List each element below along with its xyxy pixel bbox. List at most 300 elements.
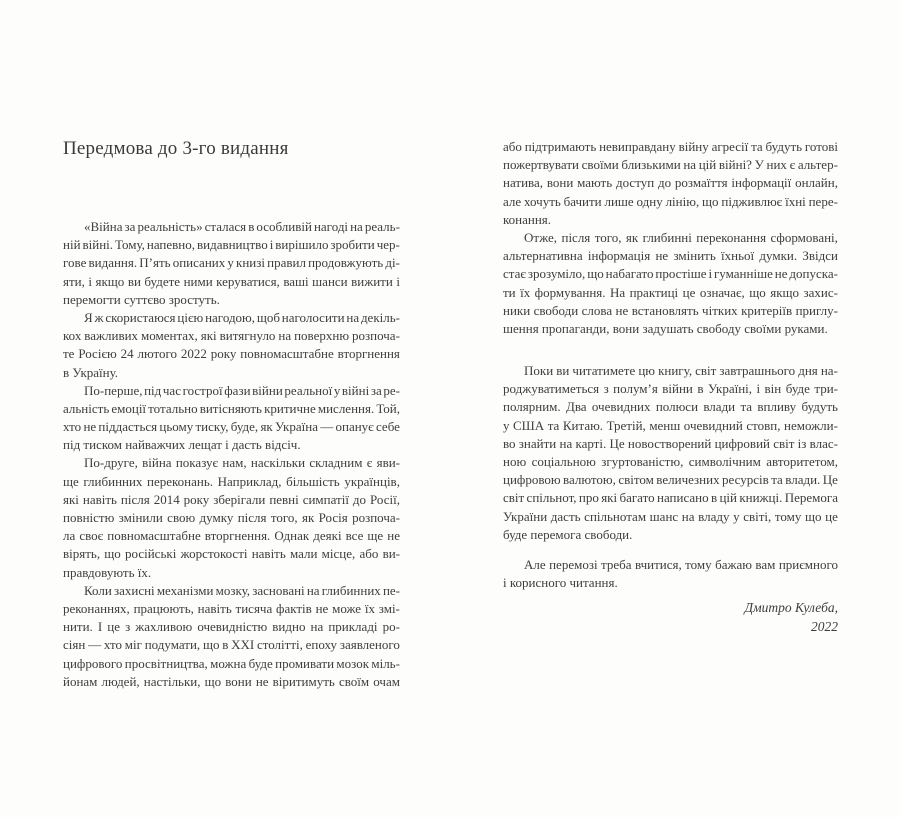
word: світ xyxy=(773,435,795,451)
word: впливу xyxy=(757,399,797,415)
word: і xyxy=(269,237,274,253)
word: навіть xyxy=(82,491,117,507)
word: жорстокості xyxy=(180,546,248,562)
word: во xyxy=(503,435,516,451)
word: вчитися, xyxy=(634,556,682,572)
word: віритимуть xyxy=(272,673,335,689)
text-line: в Україну. xyxy=(63,364,119,380)
text-line xyxy=(503,508,838,526)
word: міль- xyxy=(371,655,400,671)
word: сталася xyxy=(204,219,247,234)
word: Україна xyxy=(274,419,318,435)
word: і xyxy=(708,266,713,282)
word: хочуть xyxy=(523,193,561,209)
word: він xyxy=(764,381,782,397)
word: ж xyxy=(94,309,104,325)
word: читатимете xyxy=(572,363,636,379)
word: із xyxy=(797,435,807,451)
text-line xyxy=(503,435,838,453)
word: інформації xyxy=(731,175,792,191)
word: знайти xyxy=(518,435,557,451)
word: У xyxy=(754,157,764,173)
word: Росія xyxy=(318,510,348,525)
word: переконань. xyxy=(147,473,214,489)
text-line: правдовують їх. xyxy=(63,564,152,580)
word: це xyxy=(682,284,696,300)
word: повномасштабне xyxy=(240,346,334,362)
word: буде xyxy=(785,381,810,397)
word: ла xyxy=(63,528,76,544)
word: війна xyxy=(142,455,172,471)
word: в xyxy=(222,637,229,653)
word: не xyxy=(255,673,269,689)
word: є xyxy=(789,157,796,173)
word: влади xyxy=(703,399,736,415)
word: гуманніше xyxy=(713,266,773,282)
text-line xyxy=(63,236,400,254)
word: просвітництва, xyxy=(124,655,208,671)
word: мозок xyxy=(336,655,370,671)
word: світ xyxy=(503,490,525,506)
word: встановлять xyxy=(631,302,699,318)
word: на xyxy=(681,508,695,524)
word: ре- xyxy=(383,382,400,398)
word: їхньої xyxy=(721,248,755,264)
word: новостворений xyxy=(627,435,712,451)
word: Поки xyxy=(524,363,554,379)
word: Звідси xyxy=(802,248,838,264)
word: своє xyxy=(79,528,104,544)
word: і xyxy=(88,273,92,289)
word: цю xyxy=(638,363,655,379)
word: навіть xyxy=(197,600,232,616)
word: Наприклад, xyxy=(217,473,282,489)
text-line xyxy=(503,284,838,302)
word: в xyxy=(248,219,255,234)
text-line xyxy=(63,400,400,418)
word: лінію, xyxy=(665,193,700,209)
word: ресурсів xyxy=(722,472,769,488)
word: соціальною xyxy=(531,454,596,469)
word: і xyxy=(756,381,761,397)
word: яти, xyxy=(63,273,85,289)
word: які xyxy=(63,491,79,507)
word: менш xyxy=(649,417,681,433)
word: щоб xyxy=(256,309,280,325)
word: бачити xyxy=(563,193,602,209)
word: яви- xyxy=(376,455,400,471)
word: зрозуміло, xyxy=(527,266,586,282)
word: чітких xyxy=(702,302,738,318)
word: описаних xyxy=(172,255,226,271)
word: валютою, xyxy=(563,472,616,488)
text-line xyxy=(63,600,400,618)
word: альтер- xyxy=(797,157,838,173)
word: не xyxy=(615,302,629,318)
word: нам, xyxy=(222,455,247,471)
word: війну xyxy=(678,139,709,154)
word: міг xyxy=(124,637,142,653)
word: стовп, xyxy=(746,417,781,433)
word: глибинних xyxy=(321,582,381,598)
word: повністю xyxy=(63,510,115,525)
word: не xyxy=(315,600,329,616)
text-line xyxy=(503,489,838,507)
word: що xyxy=(749,284,766,300)
word: війні? xyxy=(718,157,752,173)
text-line xyxy=(63,382,400,400)
text-line xyxy=(63,527,400,545)
word: емоції xyxy=(111,400,147,416)
word: змі- xyxy=(378,600,400,616)
word: Це xyxy=(609,435,625,451)
word: якщо xyxy=(95,273,125,289)
word: Це xyxy=(822,472,838,488)
word: повномасштабне xyxy=(107,528,201,544)
word: роджуватиметься xyxy=(503,381,600,397)
word: нагоді xyxy=(313,219,349,234)
word: або xyxy=(503,139,522,154)
word: По-друге, xyxy=(84,455,138,471)
word: По-перше, xyxy=(84,382,143,398)
left-page-column xyxy=(63,137,400,691)
word: після xyxy=(561,229,591,245)
word: тотально xyxy=(148,400,198,416)
word: слова xyxy=(581,302,613,318)
word: керуватися, xyxy=(216,273,280,289)
word: їх xyxy=(520,284,531,300)
word: На xyxy=(609,284,626,300)
word: реконаннях, xyxy=(63,600,130,616)
word: ваші xyxy=(283,273,309,289)
word: владу xyxy=(698,508,730,524)
word: та xyxy=(547,417,560,433)
word: агресії xyxy=(711,139,749,154)
word: дасть xyxy=(550,508,581,524)
text-line xyxy=(63,618,400,636)
word: ви xyxy=(556,363,570,379)
word: на- xyxy=(820,363,838,379)
word: них xyxy=(766,157,787,173)
word: більшість xyxy=(286,473,340,489)
word: та xyxy=(751,139,763,154)
word: цифровий xyxy=(714,435,770,451)
word: цій xyxy=(719,490,737,506)
text-line xyxy=(503,471,838,489)
word: заявленого xyxy=(339,637,400,653)
text-line xyxy=(63,327,400,345)
word: за xyxy=(370,382,382,398)
text-line: буде перемога свободи. xyxy=(503,526,633,542)
word: лютого xyxy=(137,346,178,362)
word: допуска- xyxy=(789,266,838,282)
word: XXI xyxy=(231,637,255,653)
word: мислення. xyxy=(317,400,375,416)
text-line xyxy=(63,309,400,327)
word: своїми xyxy=(581,157,619,173)
text-line xyxy=(63,218,400,236)
word: Китаю. xyxy=(562,417,604,433)
text-line xyxy=(503,380,838,398)
word: формування. xyxy=(534,284,606,300)
right-page-column xyxy=(503,138,838,636)
word: ро- xyxy=(382,619,400,635)
word: реальність» xyxy=(137,219,203,234)
word: вторгнення xyxy=(337,346,400,362)
word: напевно, xyxy=(146,237,196,253)
word: неможли- xyxy=(784,417,838,433)
word: того, xyxy=(594,229,622,245)
word: одну xyxy=(636,193,663,209)
word: тому xyxy=(685,556,712,572)
word: 2022 xyxy=(180,346,207,362)
word: ними xyxy=(183,273,213,289)
word: настільки, xyxy=(143,673,201,689)
word: опанує xyxy=(335,419,374,435)
word: перемозі xyxy=(549,556,598,572)
word: з xyxy=(603,381,609,397)
word: — xyxy=(88,637,102,653)
text-line: шення пропаганди, вони задушать свободу своїми руками. xyxy=(503,320,828,336)
word: в xyxy=(697,381,704,397)
text-line xyxy=(63,273,400,291)
word: які xyxy=(601,490,618,506)
word: війни xyxy=(252,382,283,398)
word: пе- xyxy=(382,582,400,598)
word: влади. xyxy=(785,472,821,488)
word: цифрового xyxy=(63,655,123,671)
word: глибинних xyxy=(83,473,143,489)
word: що xyxy=(702,193,719,209)
word: подумати, xyxy=(144,637,201,653)
word: США xyxy=(513,417,545,433)
word: на xyxy=(683,157,697,173)
word: кох xyxy=(63,328,82,344)
word: Я xyxy=(84,309,93,325)
word: видання. xyxy=(88,255,138,271)
word: певні xyxy=(269,491,299,507)
text-line: під тиском найважчих лещат і дасть відсіч. xyxy=(63,437,301,453)
word: місце, xyxy=(321,546,356,562)
word: можна xyxy=(210,655,247,671)
text-line xyxy=(63,473,400,491)
word: Україні, xyxy=(707,381,753,397)
word: своїм xyxy=(338,673,370,689)
text-line xyxy=(503,138,838,156)
word: з xyxy=(125,619,131,635)
word: є xyxy=(366,455,373,471)
word: у xyxy=(733,508,740,524)
word: не xyxy=(387,528,400,544)
word: зберігали xyxy=(213,491,266,507)
word: величезних xyxy=(656,472,720,488)
word: та xyxy=(771,472,783,488)
word: нагодою, xyxy=(205,309,256,325)
word: цифровою xyxy=(503,472,561,488)
word: до xyxy=(657,175,672,191)
text-line xyxy=(503,265,838,283)
word: в xyxy=(710,490,718,506)
word: розпоча- xyxy=(352,328,400,344)
word: очевидністю xyxy=(197,619,268,635)
word: — xyxy=(320,419,334,435)
word: особливій xyxy=(256,219,312,234)
word: невиправдану xyxy=(599,139,676,154)
word: критичне xyxy=(264,400,316,416)
word: підтримають xyxy=(524,139,597,154)
text-line xyxy=(503,453,838,471)
word: згуртованістю, xyxy=(601,454,684,469)
word: у xyxy=(503,417,510,433)
word: це xyxy=(825,508,838,524)
word: книгу, xyxy=(658,363,693,379)
word: альність xyxy=(63,400,110,416)
word: полум’я xyxy=(613,381,658,397)
word: символічним xyxy=(688,454,761,469)
word: написано xyxy=(656,490,709,506)
word: полюси xyxy=(655,399,699,415)
word: йонам xyxy=(63,673,98,689)
word: після xyxy=(120,491,150,507)
word: ви- xyxy=(382,546,400,562)
word: вони xyxy=(225,673,252,689)
word: підживлює xyxy=(721,193,783,209)
word: ники xyxy=(503,302,531,318)
word: українців, xyxy=(344,473,400,489)
word: реальної xyxy=(284,382,333,398)
signature-name: Дмитро Кулеба, xyxy=(744,600,838,616)
word: час xyxy=(162,382,181,398)
word: спільнотам xyxy=(584,508,647,524)
word: змінить xyxy=(673,248,716,264)
word: епоху xyxy=(305,637,338,653)
word: за xyxy=(124,219,136,234)
word: «Війна xyxy=(84,219,123,234)
word: набагато xyxy=(605,266,654,282)
word: до xyxy=(352,491,367,507)
word: моментах, xyxy=(141,328,198,344)
word: під xyxy=(144,382,162,398)
word: буде, xyxy=(230,419,259,435)
word: не xyxy=(655,248,669,264)
word: приємного xyxy=(778,556,838,572)
word: Той, xyxy=(376,400,400,416)
word: людей, xyxy=(101,673,140,689)
text-line xyxy=(503,193,838,211)
word: наголосити xyxy=(281,309,345,325)
word: витісняють xyxy=(199,400,262,416)
word: нити. xyxy=(63,619,93,635)
text-line xyxy=(503,362,838,380)
text-line xyxy=(503,247,838,265)
word: що xyxy=(104,546,121,562)
word: розмаїття xyxy=(674,175,728,191)
word: простіше xyxy=(655,266,707,282)
word: Росією xyxy=(78,346,117,362)
word: цій xyxy=(698,157,717,173)
word: авторитетом, xyxy=(766,454,838,469)
word: світ xyxy=(695,363,717,379)
word: думки. xyxy=(759,248,798,264)
word: показує xyxy=(175,455,219,471)
word: на xyxy=(278,328,292,344)
word: багато xyxy=(619,490,655,506)
word: розпоча- xyxy=(352,510,400,525)
word: тиску, xyxy=(195,419,229,435)
text-line xyxy=(503,229,838,247)
word: як xyxy=(260,419,273,435)
word: і xyxy=(396,273,400,289)
text-line: конання. xyxy=(503,211,552,227)
word: 24 xyxy=(120,346,134,362)
word: близькими xyxy=(621,157,681,173)
word: реаль- xyxy=(364,219,400,234)
word: Тому, xyxy=(115,237,145,253)
right-column-text xyxy=(503,138,838,592)
word: правил xyxy=(267,255,306,271)
word: продовжують xyxy=(308,255,384,271)
word: книзі xyxy=(236,255,265,271)
word: року xyxy=(210,346,237,362)
text-line xyxy=(503,417,838,435)
word: цією xyxy=(177,309,204,325)
word: вони xyxy=(546,175,574,191)
word: будуть xyxy=(801,399,838,415)
word: може xyxy=(332,600,362,616)
word: війні. xyxy=(82,237,114,253)
word: наскільки xyxy=(250,455,306,471)
word: не xyxy=(774,266,788,282)
word: ти xyxy=(503,284,516,300)
word: те xyxy=(63,346,75,362)
word: альтернативна xyxy=(503,248,583,264)
word: Коли xyxy=(84,582,112,598)
word: критеріїв xyxy=(741,302,793,318)
word: практиці xyxy=(629,284,679,300)
word: вторгнення. xyxy=(204,528,271,544)
word: деякі xyxy=(313,528,342,544)
word: тисяча xyxy=(235,600,273,616)
word: свободи xyxy=(533,302,579,318)
word: тому xyxy=(774,508,802,524)
word: сіян xyxy=(63,637,86,653)
text-line xyxy=(63,509,400,527)
word: війни xyxy=(662,381,693,397)
text-line xyxy=(63,582,400,600)
text-line xyxy=(63,545,400,563)
word: Перемога xyxy=(784,490,838,506)
word: навіть xyxy=(251,546,286,562)
word: полярним. xyxy=(503,399,561,415)
word: П’ять xyxy=(139,255,171,271)
word: важливих xyxy=(84,328,139,344)
word: але xyxy=(503,193,522,209)
word: або xyxy=(359,546,379,562)
text-line xyxy=(503,556,838,574)
word: 2014 xyxy=(153,491,180,507)
word: ною xyxy=(503,454,527,469)
signature-year: 2022 xyxy=(811,618,838,634)
word: Однак xyxy=(274,528,310,544)
word: доступ xyxy=(615,175,655,191)
text-line xyxy=(503,398,838,416)
word: стає xyxy=(503,266,526,282)
word: скористаюся xyxy=(105,309,176,325)
chapter-heading: Передмова до 3-го видання xyxy=(63,138,289,159)
word: зробити xyxy=(330,237,375,253)
text-line xyxy=(63,418,400,436)
word: що xyxy=(202,637,220,653)
